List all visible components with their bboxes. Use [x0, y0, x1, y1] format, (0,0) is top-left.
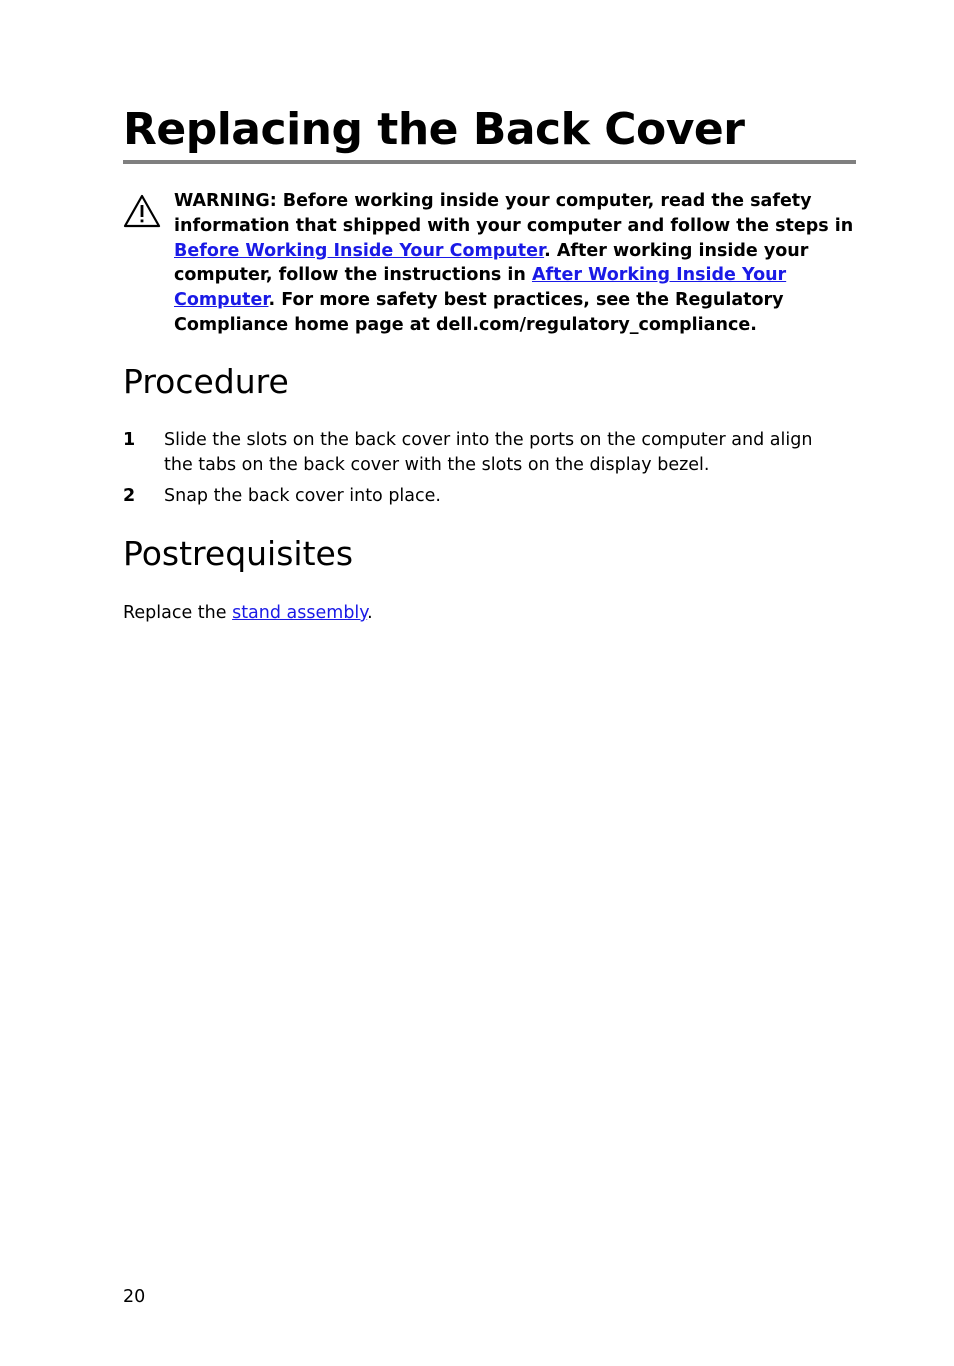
title-divider — [123, 160, 856, 164]
procedure-step — [123, 428, 823, 478]
warning-message — [174, 189, 854, 338]
postrequisites-heading: Postrequisites — [123, 534, 354, 573]
page-number: 20 — [123, 1287, 146, 1307]
step-number: 1 — [123, 430, 136, 450]
warning-triangle-icon — [123, 194, 161, 228]
step-text: Snap the back cover into place. — [164, 486, 441, 506]
procedure-step — [123, 484, 823, 509]
procedure-steps — [123, 428, 823, 515]
procedure-heading: Procedure — [123, 362, 289, 401]
page-title: Replacing the Back Cover — [123, 104, 745, 155]
postreq-text-part: Replace the — [123, 603, 233, 623]
step-number: 2 — [123, 486, 136, 506]
stand-assembly-link[interactable]: stand assembly — [232, 603, 368, 623]
after-working-link[interactable]: After Working Inside Your Computer — [174, 265, 787, 311]
warning-text-part: WARNING: Before working inside your computer, read the safety information that shipped with your computer and follow the steps in — [174, 191, 854, 236]
warning-text-part: . After working inside your computer, follow the instructions in — [174, 240, 809, 286]
step-text: Slide the slots on the back cover into the ports on the computer and align the tabs on the back cover with the slots on the display bezel. — [164, 430, 813, 475]
postreq-text-part: . — [367, 603, 373, 623]
before-working-link[interactable]: Before Working Inside Your Computer — [174, 240, 545, 261]
postrequisites-text — [123, 601, 373, 626]
warning-text-part: . For more safety best practices, see the Regulatory Compliance home page at dell.com/regulatory_compliance. — [174, 290, 784, 335]
